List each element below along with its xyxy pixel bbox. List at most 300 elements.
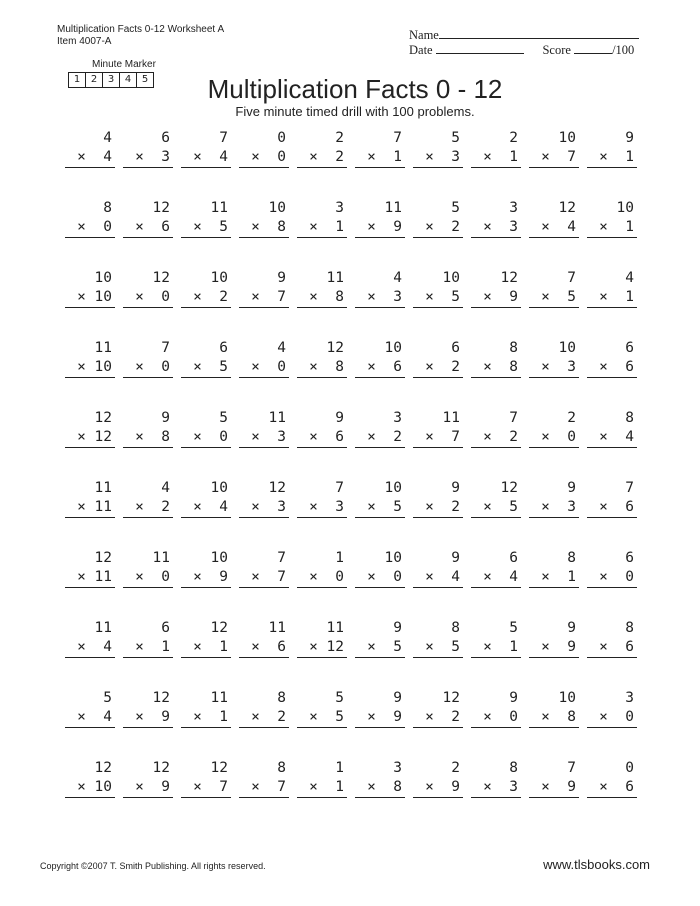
- multiplier: × 2: [413, 218, 463, 238]
- multiplicand: 12: [152, 760, 170, 776]
- multiplicand: 12: [152, 270, 170, 286]
- problem: [413, 479, 463, 518]
- multiplicand: 4: [277, 340, 286, 356]
- problem: [181, 479, 231, 518]
- multiplicand: 10: [268, 200, 286, 216]
- multiplicand: 12: [152, 200, 170, 216]
- multiplicand: 5: [103, 690, 112, 706]
- multiplicand: 6: [625, 550, 634, 566]
- problem: [355, 759, 405, 798]
- multiplicand: 6: [509, 550, 518, 566]
- problem: [181, 689, 231, 728]
- problem: [529, 549, 579, 588]
- multiplicand: 8: [567, 550, 576, 566]
- multiplicand: 3: [393, 760, 402, 776]
- multiplicand: 7: [219, 130, 228, 146]
- multiplicand: 4: [161, 480, 170, 496]
- multiplicand: 8: [103, 200, 112, 216]
- multiplier: × 4: [181, 148, 231, 168]
- multiplicand: 12: [94, 550, 112, 566]
- multiplicand: 3: [335, 200, 344, 216]
- multiplier: × 3: [529, 358, 579, 378]
- multiplicand: 12: [268, 480, 286, 496]
- multiplicand: 9: [625, 130, 634, 146]
- multiplier: × 7: [181, 778, 231, 798]
- multiplier: × 4: [65, 708, 115, 728]
- multiplier: × 1: [297, 218, 347, 238]
- multiplier: × 5: [181, 218, 231, 238]
- multiplicand: 6: [451, 340, 460, 356]
- problem: [587, 129, 637, 168]
- multiplier: × 9: [123, 708, 173, 728]
- problem: [123, 409, 173, 448]
- multiplier: × 5: [181, 358, 231, 378]
- multiplicand: 7: [625, 480, 634, 496]
- multiplier: × 6: [587, 638, 637, 658]
- multiplicand: 3: [625, 690, 634, 706]
- multiplier: × 0: [123, 568, 173, 588]
- multiplier: × 0: [181, 428, 231, 448]
- problem: [587, 549, 637, 588]
- problem: [529, 339, 579, 378]
- multiplicand: 12: [442, 690, 460, 706]
- problem: [355, 689, 405, 728]
- multiplier: × 5: [355, 638, 405, 658]
- multiplier: × 8: [355, 778, 405, 798]
- multiplicand: 6: [161, 130, 170, 146]
- problem: [587, 759, 637, 798]
- problem: [123, 689, 173, 728]
- multiplicand: 9: [567, 480, 576, 496]
- problem: [355, 409, 405, 448]
- multiplier: × 2: [297, 148, 347, 168]
- problem: [65, 269, 115, 308]
- multiplier: × 3: [529, 498, 579, 518]
- problem: [239, 409, 289, 448]
- problem: [471, 479, 521, 518]
- problem: [297, 199, 347, 238]
- problem: [123, 759, 173, 798]
- problem: [471, 269, 521, 308]
- problem: [529, 129, 579, 168]
- multiplier: × 4: [65, 148, 115, 168]
- multiplier: × 8: [123, 428, 173, 448]
- multiplicand: 10: [384, 340, 402, 356]
- multiplier: × 1: [181, 638, 231, 658]
- problem: [123, 339, 173, 378]
- problem: [65, 129, 115, 168]
- multiplier: × 1: [297, 778, 347, 798]
- multiplier: × 0: [529, 428, 579, 448]
- multiplicand: 9: [567, 620, 576, 636]
- multiplier: × 1: [529, 568, 579, 588]
- page-subtitle: Five minute timed drill with 100 problems.: [235, 104, 475, 119]
- problem: [529, 269, 579, 308]
- problem: [529, 199, 579, 238]
- multiplicand: 7: [567, 760, 576, 776]
- problem: [181, 759, 231, 798]
- multiplicand: 10: [558, 130, 576, 146]
- multiplier: × 6: [239, 638, 289, 658]
- score-suffix: /100: [612, 43, 635, 57]
- multiplier: × 6: [123, 218, 173, 238]
- minute-marker-label: Minute Marker: [92, 59, 156, 70]
- problem: [471, 339, 521, 378]
- problem: [239, 549, 289, 588]
- minute-marker-box[interactable]: 2: [85, 73, 102, 87]
- problem: [529, 759, 579, 798]
- date-label: Date: [409, 43, 433, 57]
- problem: [413, 339, 463, 378]
- problem: [65, 759, 115, 798]
- problem: [297, 479, 347, 518]
- problem: [297, 689, 347, 728]
- multiplier: × 3: [297, 498, 347, 518]
- multiplier: × 3: [413, 148, 463, 168]
- problem: [529, 689, 579, 728]
- problem: [239, 759, 289, 798]
- multiplier: × 8: [471, 358, 521, 378]
- problem: [297, 339, 347, 378]
- multiplier: × 0: [587, 708, 637, 728]
- multiplier: × 2: [413, 498, 463, 518]
- multiplier: × 0: [587, 568, 637, 588]
- multiplier: × 11: [65, 568, 115, 588]
- problem: [413, 199, 463, 238]
- problem: [413, 619, 463, 658]
- multiplier: × 3: [355, 288, 405, 308]
- multiplier: × 10: [65, 358, 115, 378]
- problem: [297, 549, 347, 588]
- multiplicand: 10: [210, 480, 228, 496]
- multiplier: × 7: [239, 288, 289, 308]
- multiplier: × 1: [587, 218, 637, 238]
- multiplicand: 12: [326, 340, 344, 356]
- multiplier: × 10: [65, 288, 115, 308]
- problem: [181, 619, 231, 658]
- problem: [297, 409, 347, 448]
- multiplier: × 4: [65, 638, 115, 658]
- website-link[interactable]: www.tlsbooks.com: [543, 857, 650, 872]
- multiplier: × 3: [471, 778, 521, 798]
- multiplicand: 11: [326, 270, 344, 286]
- problem: [413, 759, 463, 798]
- problem: [65, 689, 115, 728]
- multiplier: × 0: [123, 358, 173, 378]
- multiplier: × 5: [529, 288, 579, 308]
- multiplier: × 6: [587, 358, 637, 378]
- multiplicand: 10: [384, 480, 402, 496]
- multiplier: × 1: [355, 148, 405, 168]
- multiplicand: 3: [393, 410, 402, 426]
- multiplier: × 7: [413, 428, 463, 448]
- multiplicand: 5: [219, 410, 228, 426]
- problem: [123, 199, 173, 238]
- multiplicand: 7: [277, 550, 286, 566]
- problem: [355, 619, 405, 658]
- problem: [181, 199, 231, 238]
- multiplier: × 3: [239, 428, 289, 448]
- multiplier: × 2: [123, 498, 173, 518]
- problem: [587, 619, 637, 658]
- multiplier: × 9: [413, 778, 463, 798]
- problem: [413, 129, 463, 168]
- multiplier: × 1: [471, 148, 521, 168]
- problem: [65, 619, 115, 658]
- problem: [239, 129, 289, 168]
- problem: [65, 199, 115, 238]
- multiplier: × 2: [471, 428, 521, 448]
- multiplicand: 10: [384, 550, 402, 566]
- multiplicand: 8: [625, 620, 634, 636]
- problem: [297, 759, 347, 798]
- multiplicand: 6: [219, 340, 228, 356]
- multiplier: × 6: [587, 498, 637, 518]
- multiplier: × 10: [65, 778, 115, 798]
- problem: [239, 689, 289, 728]
- problem: [471, 619, 521, 658]
- item-number: Item 4007-A: [57, 36, 112, 47]
- multiplicand: 11: [94, 480, 112, 496]
- worksheet-title-line: Multiplication Facts 0-12 Worksheet A: [57, 24, 225, 35]
- multiplier: × 12: [297, 638, 347, 658]
- problem: [413, 409, 463, 448]
- multiplier: × 1: [587, 148, 637, 168]
- multiplicand: 11: [268, 620, 286, 636]
- multiplier: × 7: [239, 568, 289, 588]
- multiplier: × 9: [355, 218, 405, 238]
- multiplicand: 8: [277, 690, 286, 706]
- multiplicand: 0: [625, 760, 634, 776]
- multiplicand: 5: [335, 690, 344, 706]
- multiplier: × 2: [239, 708, 289, 728]
- problem: [181, 549, 231, 588]
- multiplicand: 1: [335, 550, 344, 566]
- multiplicand: 5: [451, 200, 460, 216]
- multiplier: × 4: [471, 568, 521, 588]
- multiplicand: 12: [210, 760, 228, 776]
- multiplicand: 11: [94, 620, 112, 636]
- multiplicand: 9: [393, 620, 402, 636]
- multiplier: × 4: [181, 498, 231, 518]
- multiplicand: 10: [94, 270, 112, 286]
- multiplicand: 10: [616, 200, 634, 216]
- multiplier: × 4: [587, 428, 637, 448]
- multiplicand: 4: [103, 130, 112, 146]
- multiplier: × 2: [413, 708, 463, 728]
- problem: [123, 479, 173, 518]
- multiplier: × 0: [355, 568, 405, 588]
- problem: [239, 479, 289, 518]
- multiplicand: 11: [94, 340, 112, 356]
- score-label: Score: [542, 43, 571, 57]
- name-label: Name: [409, 28, 439, 42]
- problem: [65, 549, 115, 588]
- multiplier: × 3: [123, 148, 173, 168]
- multiplicand: 2: [567, 410, 576, 426]
- problem: [181, 269, 231, 308]
- multiplicand: 8: [277, 760, 286, 776]
- multiplicand: 12: [500, 480, 518, 496]
- problem: [587, 269, 637, 308]
- multiplicand: 9: [393, 690, 402, 706]
- multiplicand: 7: [567, 270, 576, 286]
- multiplicand: 2: [509, 130, 518, 146]
- multiplicand: 12: [94, 410, 112, 426]
- multiplier: × 2: [181, 288, 231, 308]
- multiplicand: 8: [509, 340, 518, 356]
- multiplicand: 11: [268, 410, 286, 426]
- multiplier: × 5: [297, 708, 347, 728]
- multiplier: × 8: [297, 288, 347, 308]
- multiplier: × 8: [297, 358, 347, 378]
- minute-marker-box[interactable]: 3: [102, 73, 119, 87]
- multiplier: × 5: [471, 498, 521, 518]
- problem: [355, 199, 405, 238]
- multiplicand: 12: [94, 760, 112, 776]
- multiplicand: 10: [442, 270, 460, 286]
- multiplier: × 5: [355, 498, 405, 518]
- problem: [529, 409, 579, 448]
- multiplier: × 11: [65, 498, 115, 518]
- multiplier: × 7: [529, 148, 579, 168]
- problem: [65, 479, 115, 518]
- multiplicand: 3: [509, 200, 518, 216]
- problem: [355, 549, 405, 588]
- multiplicand: 11: [152, 550, 170, 566]
- multiplier: × 0: [239, 148, 289, 168]
- multiplicand: 9: [161, 410, 170, 426]
- problem: [587, 689, 637, 728]
- problem: [471, 129, 521, 168]
- problem: [123, 269, 173, 308]
- problem: [239, 199, 289, 238]
- problem: [587, 339, 637, 378]
- problem: [181, 409, 231, 448]
- multiplicand: 8: [625, 410, 634, 426]
- problem: [181, 129, 231, 168]
- multiplier: × 4: [413, 568, 463, 588]
- problem: [297, 269, 347, 308]
- multiplicand: 9: [335, 410, 344, 426]
- multiplicand: 0: [277, 130, 286, 146]
- multiplicand: 12: [152, 690, 170, 706]
- multiplicand: 6: [625, 340, 634, 356]
- multiplier: × 9: [355, 708, 405, 728]
- multiplicand: 12: [210, 620, 228, 636]
- problem: [471, 199, 521, 238]
- multiplicand: 6: [161, 620, 170, 636]
- problem: [123, 129, 173, 168]
- problem: [239, 269, 289, 308]
- multiplier: × 9: [529, 638, 579, 658]
- problem: [529, 479, 579, 518]
- multiplicand: 9: [451, 550, 460, 566]
- multiplicand: 7: [393, 130, 402, 146]
- problem: [355, 479, 405, 518]
- problem: [355, 269, 405, 308]
- multiplicand: 9: [509, 690, 518, 706]
- multiplier: × 1: [123, 638, 173, 658]
- multiplicand: 1: [335, 760, 344, 776]
- problem: [413, 689, 463, 728]
- multiplicand: 9: [451, 480, 460, 496]
- problem: [587, 409, 637, 448]
- multiplier: × 2: [413, 358, 463, 378]
- problem: [355, 339, 405, 378]
- multiplicand: 8: [509, 760, 518, 776]
- multiplicand: 10: [210, 550, 228, 566]
- multiplier: × 0: [471, 708, 521, 728]
- problem: [471, 409, 521, 448]
- multiplier: × 6: [355, 358, 405, 378]
- multiplicand: 10: [210, 270, 228, 286]
- multiplicand: 7: [335, 480, 344, 496]
- multiplicand: 2: [451, 760, 460, 776]
- multiplicand: 11: [442, 410, 460, 426]
- multiplicand: 12: [558, 200, 576, 216]
- problem: [471, 759, 521, 798]
- multiplier: × 9: [181, 568, 231, 588]
- multiplier: × 9: [123, 778, 173, 798]
- multiplier: × 0: [239, 358, 289, 378]
- multiplicand: 11: [210, 690, 228, 706]
- multiplier: × 9: [529, 778, 579, 798]
- problem: [413, 269, 463, 308]
- multiplier: × 12: [65, 428, 115, 448]
- problem: [587, 479, 637, 518]
- problem: [65, 409, 115, 448]
- multiplier: × 9: [471, 288, 521, 308]
- problem: [587, 199, 637, 238]
- minute-marker-box[interactable]: 4: [119, 73, 136, 87]
- multiplier: × 3: [239, 498, 289, 518]
- multiplier: × 5: [413, 638, 463, 658]
- multiplier: × 8: [239, 218, 289, 238]
- multiplicand: 8: [451, 620, 460, 636]
- problem: [471, 549, 521, 588]
- multiplier: × 8: [529, 708, 579, 728]
- problem: [181, 339, 231, 378]
- problem: [123, 549, 173, 588]
- problem: [65, 339, 115, 378]
- multiplicand: 7: [509, 410, 518, 426]
- problem: [239, 619, 289, 658]
- multiplicand: 11: [384, 200, 402, 216]
- multiplicand: 10: [558, 690, 576, 706]
- multiplier: × 6: [297, 428, 347, 448]
- problem: [355, 129, 405, 168]
- multiplicand: 5: [509, 620, 518, 636]
- multiplier: × 2: [355, 428, 405, 448]
- minute-marker-box[interactable]: 1: [73, 74, 81, 85]
- multiplier: × 3: [471, 218, 521, 238]
- multiplier: × 1: [181, 708, 231, 728]
- multiplier: × 0: [65, 218, 115, 238]
- multiplier: × 7: [239, 778, 289, 798]
- problem: [123, 619, 173, 658]
- multiplicand: 10: [558, 340, 576, 356]
- multiplicand: 12: [500, 270, 518, 286]
- multiplicand: 7: [161, 340, 170, 356]
- multiplier: × 6: [587, 778, 637, 798]
- problem: [239, 339, 289, 378]
- problem: [297, 619, 347, 658]
- minute-marker-box[interactable]: 5: [136, 73, 153, 87]
- problem: [529, 619, 579, 658]
- multiplier: × 4: [529, 218, 579, 238]
- multiplicand: 4: [393, 270, 402, 286]
